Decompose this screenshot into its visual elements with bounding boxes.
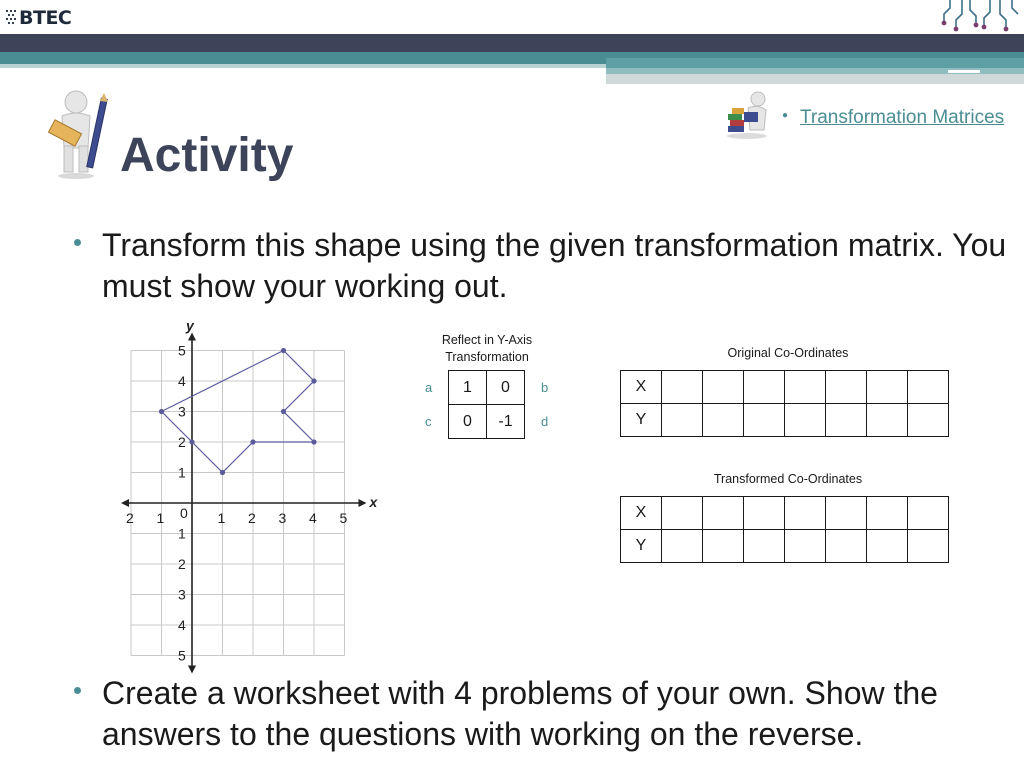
x-tick-label: 1 <box>217 510 226 526</box>
bullet-dot-icon <box>74 239 81 246</box>
input-cell[interactable] <box>826 371 867 404</box>
input-cell[interactable] <box>867 371 908 404</box>
bullet-2-text: Create a worksheet with 4 problems of your own. Show the answers to the questions with working on the reverse. <box>102 675 938 752</box>
header-band-light <box>0 64 606 68</box>
y-tick-label: 3 <box>178 586 186 603</box>
input-cell[interactable] <box>826 497 867 530</box>
shape-vertex-point <box>189 439 194 444</box>
circuit-icon <box>940 0 1020 34</box>
input-cell[interactable] <box>703 530 744 563</box>
header-bar <box>0 0 1024 34</box>
input-cell[interactable] <box>662 530 703 563</box>
header-band-teal-right <box>606 58 1024 68</box>
y-axis-arrow-icon <box>188 333 196 341</box>
bullet-dot-icon <box>74 687 81 694</box>
input-cell[interactable] <box>785 497 826 530</box>
header-band-dark <box>0 34 1024 52</box>
x-axis-label: x <box>369 494 378 510</box>
input-cell[interactable] <box>744 404 785 437</box>
row-label-x: X <box>621 497 662 530</box>
logo-text: BTEC <box>19 7 72 29</box>
matrix-label-a: a <box>425 380 433 395</box>
page-title: Activity <box>120 129 294 182</box>
matrix-label-c: c <box>425 414 432 429</box>
input-cell[interactable] <box>785 404 826 437</box>
y-tick-label: 4 <box>178 373 186 389</box>
matrix-caption-line2: Transformation <box>445 350 529 364</box>
input-cell[interactable] <box>867 530 908 563</box>
input-cell[interactable] <box>867 497 908 530</box>
matrix-caption-line1: Reflect in Y-Axis <box>441 333 533 347</box>
shape-vertex-point <box>159 409 164 414</box>
input-cell[interactable] <box>703 371 744 404</box>
y-tick-label: 2 <box>178 556 186 572</box>
input-cell[interactable] <box>826 530 867 563</box>
figure-pencil-icon <box>46 88 112 180</box>
input-cell[interactable] <box>826 404 867 437</box>
matrix-cell: 1 <box>449 371 487 405</box>
y-tick-label: 2 <box>178 434 186 450</box>
input-cell[interactable] <box>662 497 703 530</box>
input-cell[interactable] <box>785 530 826 563</box>
original-coordinates-table <box>620 370 949 437</box>
input-cell[interactable] <box>908 530 949 563</box>
transformation-matrix <box>448 370 525 439</box>
y-tick-label: 1 <box>178 525 186 542</box>
y-tick-label: 5 <box>178 647 186 664</box>
input-cell[interactable] <box>744 371 785 404</box>
input-cell[interactable] <box>703 497 744 530</box>
reading-figure-icon <box>722 90 772 140</box>
input-cell[interactable] <box>703 404 744 437</box>
matrix-label-d: d <box>541 414 549 429</box>
graph-tick-labels <box>126 318 379 664</box>
input-cell[interactable] <box>867 404 908 437</box>
input-cell[interactable] <box>908 404 949 437</box>
input-cell[interactable] <box>744 497 785 530</box>
x-tick-label: 3 <box>278 510 287 526</box>
origin-label: 0 <box>180 505 188 521</box>
transformed-table-caption: Transformed Co-Ordinates <box>713 472 863 486</box>
row-label-y: Y <box>621 530 662 563</box>
input-cell[interactable] <box>908 497 949 530</box>
input-cell[interactable] <box>744 530 785 563</box>
matrix-label-b: b <box>541 380 549 395</box>
x-tick-label: 2 <box>126 510 134 526</box>
x-tick-label: 4 <box>309 510 317 526</box>
matrix-cell: 0 <box>449 405 487 439</box>
header-band-gap <box>948 70 980 73</box>
y-tick-label: 5 <box>178 342 186 359</box>
x-axis-arrow-left-icon <box>121 499 129 507</box>
shape-vertex-point <box>281 409 286 414</box>
matrix-cell: 0 <box>487 371 525 405</box>
matrix-caption <box>412 332 562 366</box>
transformation-matrices-link[interactable]: Transformation Matrices <box>800 107 1005 128</box>
x-tick-label: 5 <box>339 510 348 526</box>
x-tick-label: 2 <box>248 510 256 526</box>
shape-vertex-point <box>250 439 255 444</box>
shape-vertex-point <box>311 439 316 444</box>
graph-axes <box>121 333 367 674</box>
shape-vertex-point <box>281 348 286 353</box>
coordinate-graph <box>118 315 380 675</box>
matrix-cell: -1 <box>487 405 525 439</box>
y-tick-label: 1 <box>178 464 186 481</box>
logo-dots-icon <box>4 8 18 28</box>
x-tick-label: 1 <box>156 510 165 526</box>
input-cell[interactable] <box>662 404 703 437</box>
header-band-grey <box>606 74 1024 84</box>
original-table-caption: Original Co-Ordinates <box>727 346 849 360</box>
x-axis-arrow-icon <box>359 499 367 507</box>
input-cell[interactable] <box>785 371 826 404</box>
y-tick-label: 4 <box>178 617 186 633</box>
row-label-y: Y <box>621 404 662 437</box>
transformed-coordinates-table <box>620 496 949 563</box>
shape-vertex-point <box>220 470 225 475</box>
btec-logo <box>4 7 71 29</box>
y-axis-label: y <box>186 317 194 334</box>
nav-bullet-icon: ● <box>782 110 789 121</box>
input-cell[interactable] <box>908 371 949 404</box>
bullet-1-text: Transform this shape using the given transformation matrix. You must show your working out. <box>102 227 1007 304</box>
y-tick-label: 3 <box>178 403 186 420</box>
input-cell[interactable] <box>662 371 703 404</box>
row-label-x: X <box>621 371 662 404</box>
shape-vertex-point <box>311 378 316 383</box>
